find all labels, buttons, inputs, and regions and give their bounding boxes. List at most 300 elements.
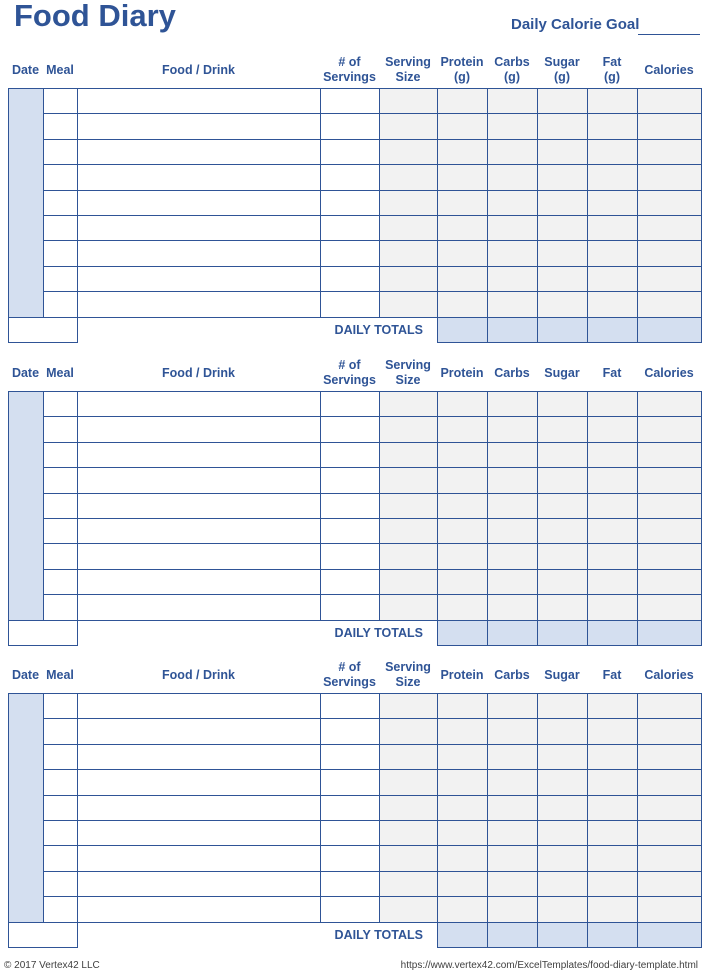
servings-cell[interactable] <box>321 871 380 896</box>
size-cell[interactable] <box>380 392 438 417</box>
protein-cell[interactable] <box>438 190 488 215</box>
calories-cell[interactable] <box>638 820 702 845</box>
carbs-cell[interactable] <box>488 442 538 467</box>
servings-cell[interactable] <box>321 569 380 594</box>
carbs-cell[interactable] <box>488 595 538 620</box>
meal-cell[interactable] <box>44 215 78 240</box>
servings-cell[interactable] <box>321 292 380 317</box>
size-cell[interactable] <box>380 215 438 240</box>
table-row <box>9 897 702 922</box>
header-meal-line1: Meal <box>46 62 74 77</box>
protein-cell[interactable] <box>438 795 488 820</box>
sugar-cell[interactable] <box>538 165 588 190</box>
protein-cell[interactable] <box>438 744 488 769</box>
servings-cell[interactable] <box>321 442 380 467</box>
fat-cell[interactable] <box>588 719 638 744</box>
sugar-cell[interactable] <box>538 215 588 240</box>
protein-cell[interactable] <box>438 493 488 518</box>
food-cell[interactable] <box>78 417 321 442</box>
food-cell[interactable] <box>78 544 321 569</box>
size-cell[interactable] <box>380 266 438 291</box>
calories-cell[interactable] <box>638 190 702 215</box>
calories-cell[interactable] <box>638 694 702 719</box>
calories-cell[interactable] <box>638 417 702 442</box>
carbs-cell[interactable] <box>488 544 538 569</box>
sugar-cell[interactable] <box>538 569 588 594</box>
servings-cell[interactable] <box>321 820 380 845</box>
fat-cell[interactable] <box>588 770 638 795</box>
servings-cell[interactable] <box>321 215 380 240</box>
protein-cell[interactable] <box>438 770 488 795</box>
meal-cell[interactable] <box>44 442 78 467</box>
sugar-cell[interactable] <box>538 114 588 139</box>
meal-cell[interactable] <box>44 114 78 139</box>
meal-cell[interactable] <box>44 518 78 543</box>
sugar-cell[interactable] <box>538 719 588 744</box>
food-log-grid <box>8 88 702 343</box>
sugar-cell[interactable] <box>538 493 588 518</box>
servings-cell[interactable] <box>321 165 380 190</box>
food-cell[interactable] <box>78 719 321 744</box>
protein-cell[interactable] <box>438 114 488 139</box>
servings-cell[interactable] <box>321 795 380 820</box>
fat-cell[interactable] <box>588 266 638 291</box>
size-cell[interactable] <box>380 241 438 266</box>
fat-cell[interactable] <box>588 190 638 215</box>
fat-cell[interactable] <box>588 795 638 820</box>
calories-cell[interactable] <box>638 595 702 620</box>
servings-cell[interactable] <box>321 468 380 493</box>
carbs-cell[interactable] <box>488 266 538 291</box>
servings-cell[interactable] <box>321 139 380 164</box>
total-carbs-cell[interactable] <box>488 922 538 947</box>
calories-cell[interactable] <box>638 215 702 240</box>
food-cell[interactable] <box>78 215 321 240</box>
carbs-cell[interactable] <box>488 165 538 190</box>
protein-cell[interactable] <box>438 595 488 620</box>
food-cell[interactable] <box>78 292 321 317</box>
size-cell[interactable] <box>380 493 438 518</box>
meal-cell[interactable] <box>44 468 78 493</box>
servings-cell[interactable] <box>321 770 380 795</box>
header-date <box>8 355 43 391</box>
size-cell[interactable] <box>380 518 438 543</box>
meal-cell[interactable] <box>44 871 78 896</box>
protein-cell[interactable] <box>438 694 488 719</box>
sugar-cell[interactable] <box>538 871 588 896</box>
fat-cell[interactable] <box>588 89 638 114</box>
servings-cell[interactable] <box>321 392 380 417</box>
size-cell[interactable] <box>380 139 438 164</box>
calories-cell[interactable] <box>638 89 702 114</box>
calories-cell[interactable] <box>638 897 702 922</box>
calories-cell[interactable] <box>638 292 702 317</box>
sugar-cell[interactable] <box>538 392 588 417</box>
protein-cell[interactable] <box>438 719 488 744</box>
sugar-cell[interactable] <box>538 417 588 442</box>
fat-cell[interactable] <box>588 392 638 417</box>
meal-cell[interactable] <box>44 392 78 417</box>
sugar-cell[interactable] <box>538 770 588 795</box>
meal-cell[interactable] <box>44 165 78 190</box>
date-cell[interactable] <box>9 89 44 318</box>
calories-cell[interactable] <box>638 139 702 164</box>
date-cell[interactable] <box>9 392 44 621</box>
total-protein-cell[interactable] <box>438 620 488 645</box>
meal-cell[interactable] <box>44 89 78 114</box>
size-cell[interactable] <box>380 468 438 493</box>
food-cell[interactable] <box>78 795 321 820</box>
copyright-footer: © 2017 Vertex42 LLC <box>4 960 100 971</box>
servings-cell[interactable] <box>321 241 380 266</box>
carbs-cell[interactable] <box>488 694 538 719</box>
total-fat-cell[interactable] <box>588 922 638 947</box>
carbs-cell[interactable] <box>488 392 538 417</box>
calories-cell[interactable] <box>638 871 702 896</box>
protein-cell[interactable] <box>438 292 488 317</box>
meal-cell[interactable] <box>44 417 78 442</box>
totals-blank-cell <box>9 620 78 645</box>
calories-cell[interactable] <box>638 493 702 518</box>
size-cell[interactable] <box>380 846 438 871</box>
fat-cell[interactable] <box>588 114 638 139</box>
calories-cell[interactable] <box>638 266 702 291</box>
meal-cell[interactable] <box>44 820 78 845</box>
source-url-footer: https://www.vertex42.com/ExcelTemplates/food-diary-template.html <box>400 960 698 971</box>
fat-cell[interactable] <box>588 165 638 190</box>
protein-cell[interactable] <box>438 820 488 845</box>
daily-calorie-goal-field[interactable] <box>638 34 700 35</box>
food-cell[interactable] <box>78 694 321 719</box>
food-cell[interactable] <box>78 897 321 922</box>
fat-cell[interactable] <box>588 595 638 620</box>
fat-cell[interactable] <box>588 518 638 543</box>
carbs-cell[interactable] <box>488 897 538 922</box>
food-cell[interactable] <box>78 820 321 845</box>
fat-cell[interactable] <box>588 468 638 493</box>
food-cell[interactable] <box>78 89 321 114</box>
header-calories <box>637 657 701 693</box>
size-cell[interactable] <box>380 744 438 769</box>
total-fat-cell[interactable] <box>588 620 638 645</box>
servings-cell[interactable] <box>321 595 380 620</box>
protein-cell[interactable] <box>438 544 488 569</box>
protein-cell[interactable] <box>438 442 488 467</box>
food-cell[interactable] <box>78 190 321 215</box>
protein-cell[interactable] <box>438 139 488 164</box>
carbs-cell[interactable] <box>488 770 538 795</box>
calories-cell[interactable] <box>638 744 702 769</box>
servings-cell[interactable] <box>321 897 380 922</box>
protein-cell[interactable] <box>438 897 488 922</box>
total-carbs-cell[interactable] <box>488 317 538 342</box>
calories-cell[interactable] <box>638 770 702 795</box>
header-fat-line1: Fat <box>602 365 622 380</box>
header-sugar-line1: Sugar <box>544 365 580 380</box>
meal-cell[interactable] <box>44 544 78 569</box>
protein-cell[interactable] <box>438 89 488 114</box>
fat-cell[interactable] <box>588 897 638 922</box>
total-protein-cell[interactable] <box>438 317 488 342</box>
food-cell[interactable] <box>78 266 321 291</box>
fat-cell[interactable] <box>588 544 638 569</box>
sugar-cell[interactable] <box>538 897 588 922</box>
carbs-cell[interactable] <box>488 417 538 442</box>
fat-cell[interactable] <box>588 241 638 266</box>
table-row <box>9 417 702 442</box>
food-cell[interactable] <box>78 241 321 266</box>
carbs-cell[interactable] <box>488 744 538 769</box>
calories-cell[interactable] <box>638 114 702 139</box>
total-sugar-cell[interactable] <box>538 620 588 645</box>
protein-cell[interactable] <box>438 569 488 594</box>
carbs-cell[interactable] <box>488 292 538 317</box>
food-cell[interactable] <box>78 595 321 620</box>
table-row <box>9 493 702 518</box>
carbs-cell[interactable] <box>488 139 538 164</box>
total-sugar-cell[interactable] <box>538 922 588 947</box>
size-cell[interactable] <box>380 190 438 215</box>
calories-cell[interactable] <box>638 468 702 493</box>
sugar-cell[interactable] <box>538 595 588 620</box>
size-cell[interactable] <box>380 719 438 744</box>
meal-cell[interactable] <box>44 139 78 164</box>
sugar-cell[interactable] <box>538 139 588 164</box>
sugar-cell[interactable] <box>538 89 588 114</box>
food-cell[interactable] <box>78 139 321 164</box>
size-cell[interactable] <box>380 694 438 719</box>
size-cell[interactable] <box>380 770 438 795</box>
fat-cell[interactable] <box>588 292 638 317</box>
carbs-cell[interactable] <box>488 241 538 266</box>
table-row <box>9 595 702 620</box>
size-cell[interactable] <box>380 820 438 845</box>
header-sugar-line1: Sugar <box>544 55 580 69</box>
fat-cell[interactable] <box>588 569 638 594</box>
servings-cell[interactable] <box>321 89 380 114</box>
servings-cell[interactable] <box>321 694 380 719</box>
servings-cell[interactable] <box>321 266 380 291</box>
size-cell[interactable] <box>380 871 438 896</box>
food-cell[interactable] <box>78 846 321 871</box>
total-calories-cell[interactable] <box>638 317 702 342</box>
servings-cell[interactable] <box>321 493 380 518</box>
table-row <box>9 770 702 795</box>
protein-cell[interactable] <box>438 266 488 291</box>
column-header-row <box>8 52 701 88</box>
header-servings <box>320 355 379 391</box>
food-log-grid <box>8 391 702 646</box>
food-cell[interactable] <box>78 871 321 896</box>
protein-cell[interactable] <box>438 846 488 871</box>
carbs-cell[interactable] <box>488 89 538 114</box>
header-carbs-line1: Carbs <box>494 365 530 380</box>
servings-cell[interactable] <box>321 518 380 543</box>
meal-cell[interactable] <box>44 770 78 795</box>
servings-cell[interactable] <box>321 114 380 139</box>
table-row <box>9 468 702 493</box>
meal-cell[interactable] <box>44 493 78 518</box>
protein-cell[interactable] <box>438 215 488 240</box>
size-cell[interactable] <box>380 89 438 114</box>
total-calories-cell[interactable] <box>638 620 702 645</box>
food-cell[interactable] <box>78 392 321 417</box>
calories-cell[interactable] <box>638 392 702 417</box>
servings-cell[interactable] <box>321 744 380 769</box>
calories-cell[interactable] <box>638 442 702 467</box>
sugar-cell[interactable] <box>538 846 588 871</box>
size-cell[interactable] <box>380 569 438 594</box>
totals-blank-cell <box>9 317 78 342</box>
header-carbs-line1: Carbs <box>494 55 530 69</box>
table-row <box>9 139 702 164</box>
carbs-cell[interactable] <box>488 820 538 845</box>
size-cell[interactable] <box>380 442 438 467</box>
size-cell[interactable] <box>380 795 438 820</box>
calories-cell[interactable] <box>638 719 702 744</box>
servings-cell[interactable] <box>321 190 380 215</box>
fat-cell[interactable] <box>588 215 638 240</box>
header-size-line1: Serving <box>385 55 431 69</box>
meal-cell[interactable] <box>44 744 78 769</box>
servings-cell[interactable] <box>321 719 380 744</box>
sugar-cell[interactable] <box>538 544 588 569</box>
calories-cell[interactable] <box>638 241 702 266</box>
calories-cell[interactable] <box>638 518 702 543</box>
food-cell[interactable] <box>78 744 321 769</box>
size-cell[interactable] <box>380 544 438 569</box>
carbs-cell[interactable] <box>488 795 538 820</box>
calories-cell[interactable] <box>638 544 702 569</box>
header-sugar-line2: (g) <box>554 70 570 84</box>
carbs-cell[interactable] <box>488 468 538 493</box>
fat-cell[interactable] <box>588 694 638 719</box>
food-cell[interactable] <box>78 442 321 467</box>
carbs-cell[interactable] <box>488 493 538 518</box>
header-date-line1: Date <box>11 62 40 77</box>
total-fat-cell[interactable] <box>588 317 638 342</box>
column-header-row <box>8 657 701 693</box>
sugar-cell[interactable] <box>538 241 588 266</box>
fat-cell[interactable] <box>588 744 638 769</box>
carbs-cell[interactable] <box>488 114 538 139</box>
sugar-cell[interactable] <box>538 518 588 543</box>
meal-cell[interactable] <box>44 241 78 266</box>
carbs-cell[interactable] <box>488 719 538 744</box>
meal-cell[interactable] <box>44 694 78 719</box>
date-cell[interactable] <box>9 694 44 923</box>
sugar-cell[interactable] <box>538 442 588 467</box>
protein-cell[interactable] <box>438 241 488 266</box>
total-sugar-cell[interactable] <box>538 317 588 342</box>
servings-cell[interactable] <box>321 417 380 442</box>
size-cell[interactable] <box>380 417 438 442</box>
calories-cell[interactable] <box>638 795 702 820</box>
size-cell[interactable] <box>380 897 438 922</box>
meal-cell[interactable] <box>44 846 78 871</box>
fat-cell[interactable] <box>588 417 638 442</box>
protein-cell[interactable] <box>438 392 488 417</box>
sugar-cell[interactable] <box>538 266 588 291</box>
meal-cell[interactable] <box>44 569 78 594</box>
fat-cell[interactable] <box>588 493 638 518</box>
header-size-line2: Size <box>395 70 421 84</box>
carbs-cell[interactable] <box>488 518 538 543</box>
fat-cell[interactable] <box>588 139 638 164</box>
total-protein-cell[interactable] <box>438 922 488 947</box>
fat-cell[interactable] <box>588 871 638 896</box>
sugar-cell[interactable] <box>538 820 588 845</box>
calories-cell[interactable] <box>638 165 702 190</box>
food-cell[interactable] <box>78 165 321 190</box>
meal-cell[interactable] <box>44 795 78 820</box>
carbs-cell[interactable] <box>488 190 538 215</box>
sugar-cell[interactable] <box>538 190 588 215</box>
meal-cell[interactable] <box>44 266 78 291</box>
food-cell[interactable] <box>78 493 321 518</box>
carbs-cell[interactable] <box>488 569 538 594</box>
total-carbs-cell[interactable] <box>488 620 538 645</box>
sugar-cell[interactable] <box>538 744 588 769</box>
size-cell[interactable] <box>380 595 438 620</box>
meal-cell[interactable] <box>44 595 78 620</box>
meal-cell[interactable] <box>44 719 78 744</box>
protein-cell[interactable] <box>438 417 488 442</box>
food-cell[interactable] <box>78 770 321 795</box>
daily-totals-row <box>9 317 702 342</box>
size-cell[interactable] <box>380 114 438 139</box>
servings-cell[interactable] <box>321 544 380 569</box>
fat-cell[interactable] <box>588 442 638 467</box>
protein-cell[interactable] <box>438 165 488 190</box>
daily-calorie-goal-label: Daily Calorie Goal <box>511 16 640 33</box>
calories-cell[interactable] <box>638 846 702 871</box>
servings-cell[interactable] <box>321 846 380 871</box>
carbs-cell[interactable] <box>488 871 538 896</box>
header-calories <box>637 355 701 391</box>
food-cell[interactable] <box>78 518 321 543</box>
header-size-line1: Serving <box>385 660 431 674</box>
protein-cell[interactable] <box>438 468 488 493</box>
food-cell[interactable] <box>78 468 321 493</box>
protein-cell[interactable] <box>438 871 488 896</box>
size-cell[interactable] <box>380 165 438 190</box>
meal-cell[interactable] <box>44 190 78 215</box>
table-row <box>9 190 702 215</box>
fat-cell[interactable] <box>588 846 638 871</box>
sugar-cell[interactable] <box>538 694 588 719</box>
calories-cell[interactable] <box>638 569 702 594</box>
table-row <box>9 241 702 266</box>
size-cell[interactable] <box>380 292 438 317</box>
carbs-cell[interactable] <box>488 215 538 240</box>
protein-cell[interactable] <box>438 518 488 543</box>
daily-totals-label: DAILY TOTALS <box>78 922 438 947</box>
sugar-cell[interactable] <box>538 468 588 493</box>
fat-cell[interactable] <box>588 820 638 845</box>
food-cell[interactable] <box>78 569 321 594</box>
header-protein-line1: Protein <box>440 667 484 682</box>
food-cell[interactable] <box>78 114 321 139</box>
total-calories-cell[interactable] <box>638 922 702 947</box>
meal-cell[interactable] <box>44 292 78 317</box>
sugar-cell[interactable] <box>538 292 588 317</box>
header-fat-line2: (g) <box>604 70 620 84</box>
carbs-cell[interactable] <box>488 846 538 871</box>
header-protein <box>437 52 487 88</box>
meal-cell[interactable] <box>44 897 78 922</box>
sugar-cell[interactable] <box>538 795 588 820</box>
